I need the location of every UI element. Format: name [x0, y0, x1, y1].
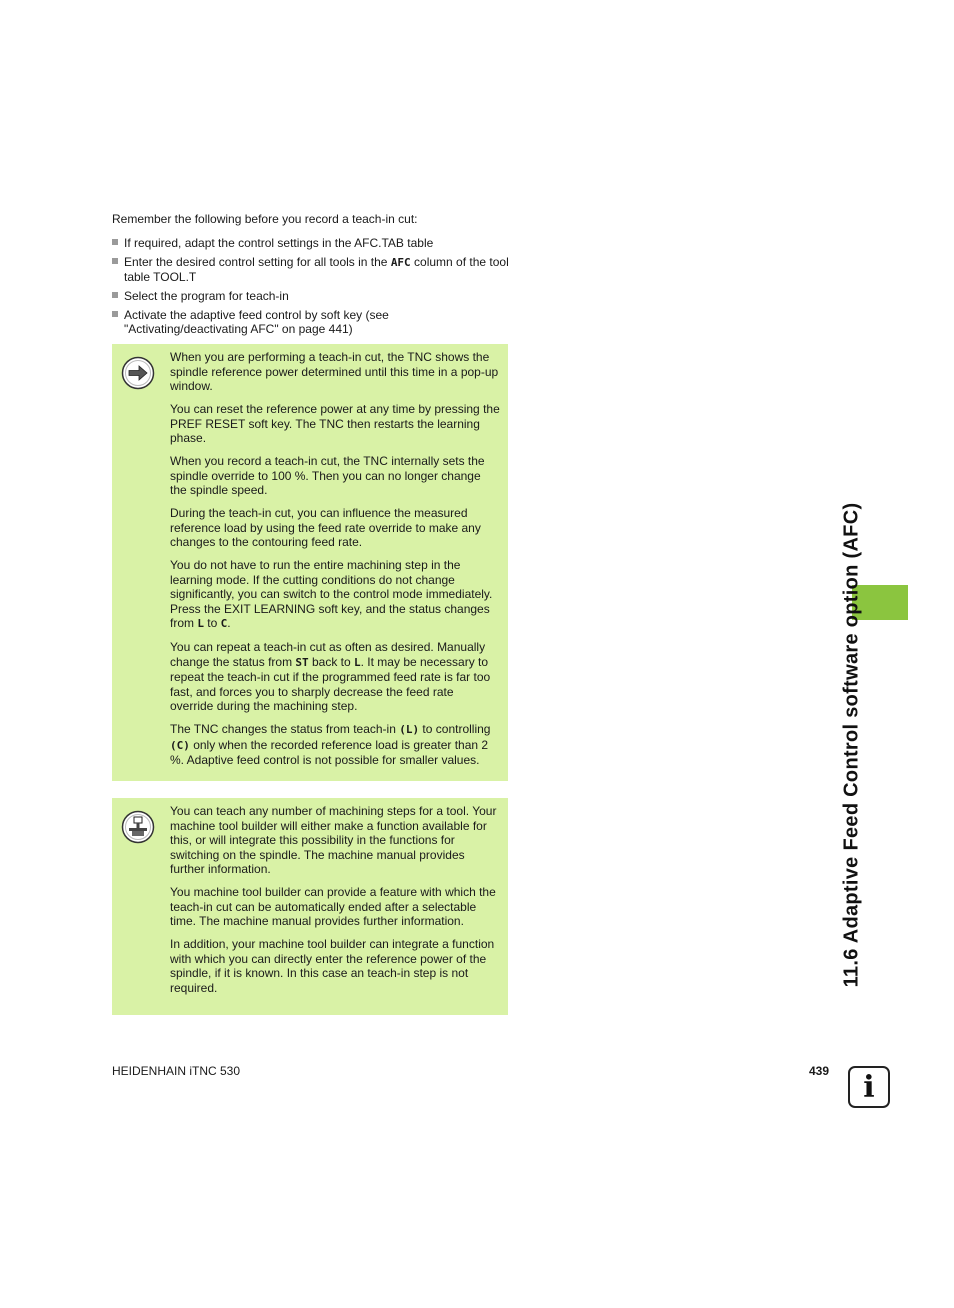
list-item: Enter the desired control setting for all tools in the AFC column of the tool table TOOL.T — [112, 255, 512, 284]
note-text: When you are performing a teach-in cut, the TNC shows the spindle reference power determined until this time in a pop-up window. You can reset the reference power at any time by pressing the PREF RESET soft key. The TNC then restarts the learning phase. When you record a teach-in cut, the TNC internally sets the spindle override to 100 %. Then you can no longer change the spindle speed. During the teach-in cut, you can influence the measured reference load by using the feed rate override to make any changes to the contouring feed rate. You do not have to run the entire machining step in the learning mode. If the cutting conditions do not change significantly, you can switch to the control mode immediately. Press the EXIT LEARNING soft key, and the status changes from L to C. You can repeat a teach-in cut as often as desired. Manually change the status from ST back to L. It may be necessary to repeat the teach-in cut if the programmed feed rate is far too fast, and forces you to sharply decrease the feed rate override during the machining step. The TNC changes the status from teach-in (L) to controlling (C) only when the recorded reference load is greater than 2 %. Adaptive feed control is not possible for smaller values. — [170, 350, 500, 767]
footer-product: HEIDENHAIN iTNC 530 — [112, 1064, 241, 1078]
machine-tool-icon — [121, 810, 155, 844]
status-code: C — [220, 617, 228, 630]
intro-text: Remember the following before you record a teach-in cut: — [112, 212, 418, 226]
list-item: Select the program for teach-in — [112, 289, 512, 303]
info-icon: i — [848, 1066, 890, 1108]
note-text: You can teach any number of machining steps for a tool. Your machine tool builder will either make a function available for this, or will integrate this possibility in the functions for switching on the spindle. The machine manual provides further information. You machine tool builder can provide a feature with which the teach-in cut can be automatically ended after a selectable time. The machine manual provides further information. In addition, your machine tool builder can integrate a function with which you can directly enter the reference power of the spindle, if it is known. In this case an teach-in step is not required. — [170, 804, 497, 995]
status-code: (C) — [170, 738, 190, 752]
bullet-list — [112, 236, 512, 341]
status-code: (L) — [399, 723, 420, 736]
status-code: ST — [295, 655, 309, 669]
page-number: 439 — [809, 1064, 830, 1078]
arrow-right-icon — [121, 356, 155, 390]
side-section-title: 11.6 Adaptive Feed Control software option (AFC) — [840, 502, 863, 988]
list-item: If required, adapt the control settings in the AFC.TAB table — [112, 236, 512, 250]
note-box-info — [112, 344, 508, 781]
code-afc: AFC — [390, 256, 411, 269]
list-item — [112, 308, 512, 336]
status-code: L — [197, 617, 204, 630]
status-code: L — [354, 655, 361, 669]
page-reference: Activate the adaptive feed control by soft key (see "Activating/deactivating AFC" on page 441) — [124, 308, 389, 336]
note-box-machine — [112, 798, 508, 1015]
